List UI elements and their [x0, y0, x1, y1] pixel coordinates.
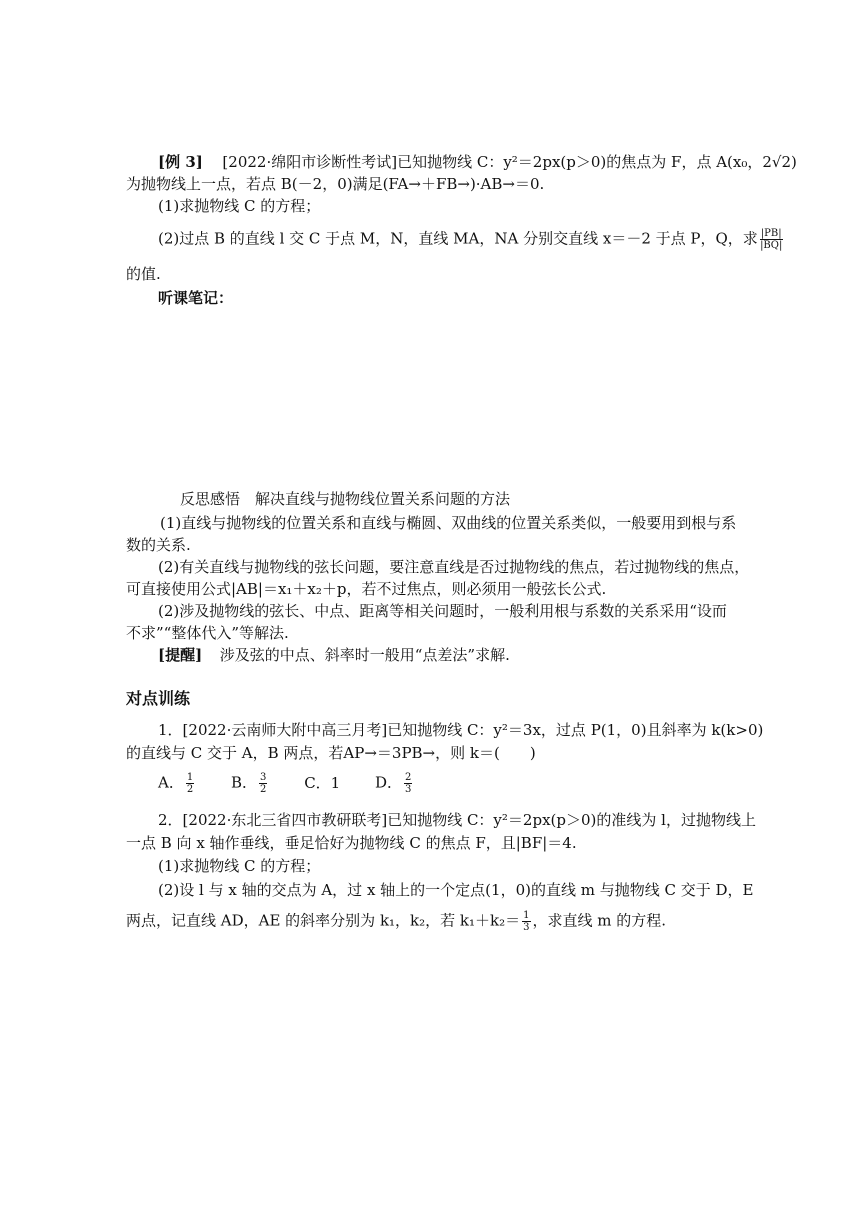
option-b: B． $\frac{3}{2}$ — [231, 772, 267, 795]
problem-1-line2: 的直线与 C 交于 A，B 两点，若AP→＝3PB→，则 k＝( ) — [126, 744, 536, 762]
option-a-fraction: $\frac{1}{2}$ — [186, 772, 194, 795]
example-line-2: 为抛物线上一点，若点 B(－2，0)满足(FA→＋FB→)·AB→＝0. — [126, 175, 545, 193]
option-d-fraction: $\frac{2}{3}$ — [405, 772, 412, 795]
option-a: A． $\frac{1}{2}$ — [158, 772, 194, 795]
fraction-numerator: |PB| — [760, 228, 782, 239]
reflection-p3-line1: (2)涉及抛物线的弦长、中点、距离等相关问题时，一般利用根与系数的关系采用“设而 — [158, 602, 727, 620]
one-third-fraction: $\frac{1}{3}$ — [523, 910, 530, 933]
option-d: D． $\frac{2}{3}$ — [375, 772, 412, 795]
example-text-1: 已知抛物线 C：y²＝2px(p＞0)的焦点为 F，点 A(x₀，2√2) — [397, 153, 797, 171]
reflection-p1-line1: (1)直线与抛物线的位置关系和直线与椭圆、双曲线的位置关系类似，一般要用到根与系 — [160, 514, 737, 532]
example-question-2 — [158, 228, 783, 251]
problem-2-line1: 2．[2022·东北三省四市教研联考]已知抛物线 C：y²＝2px(p＞0)的准线为 l，过抛物线上 — [158, 811, 756, 829]
option-b-fraction: $\frac{3}{2}$ — [260, 772, 267, 795]
fraction-denominator: |BQ| — [760, 240, 783, 251]
option-c: C．1 — [304, 773, 341, 792]
reflection-p2-line1: (2)有关直线与抛物线的弦长问题，要注意直线是否过抛物线的焦点，若过抛物线的焦点， — [158, 558, 750, 576]
reflection-title: 反思感悟 解决直线与抛物线位置关系问题的方法 — [180, 490, 511, 508]
problem-2-line2: 一点 B 向 x 轴作垂线，垂足恰好为抛物线 C 的焦点 F，且|BF|＝4. — [126, 834, 577, 852]
example-question-1: (1)求抛物线 C 的方程； — [158, 197, 321, 215]
reflection-p3-line2: 不求”“整体代入”等解法. — [126, 624, 289, 642]
example-source: [2022·绵阳市诊断性考试] — [222, 153, 398, 171]
reflection-tip — [158, 645, 768, 665]
problem-2-question-1: (1)求抛物线 C 的方程； — [158, 857, 321, 875]
example-question-2-end: 的值. — [126, 265, 161, 283]
pb-bq-fraction — [760, 228, 783, 251]
training-title: 对点训练 — [126, 689, 191, 708]
notes-label: 听课笔记： — [158, 289, 234, 307]
problem-2-question-2-line1: (2)设 l 与 x 轴的交点为 A，过 x 轴上的一个定点(1，0)的直线 m 与抛物线 C 交于 D，E — [158, 881, 754, 899]
problem-1-options — [158, 772, 768, 795]
tip-text: 涉及弦的中点、斜率时一般用“点差法”求解. — [219, 646, 510, 664]
reflection-p2-line2: 可直接使用公式|AB|＝x₁＋x₂＋p，若不过焦点，则必须用一般弦长公式. — [126, 580, 607, 598]
example-question-2-text: (2)过点 B 的直线 l 交 C 于点 M，N，直线 MA，NA 分别交直线 x＝－2 于点 P，Q，求 — [158, 229, 758, 248]
example-line-1 — [158, 152, 797, 172]
problem-1-line1: 1．[2022·云南师大附中高三月考]已知抛物线 C：y²＝3x，过点 P(1，0)且斜率为 k(k>0) — [158, 721, 764, 739]
example-tag: [例 3] — [158, 153, 203, 171]
reflection-p1-line2: 数的关系. — [126, 536, 191, 554]
tip-label: [提醒] — [158, 646, 203, 664]
problem-2-question-2-line2: 两点，记直线 AD，AE 的斜率分别为 k₁，k₂，若 k₁＋k₂＝ $\frac{1}{3}$ ，求直线 m 的方程. — [126, 910, 667, 933]
